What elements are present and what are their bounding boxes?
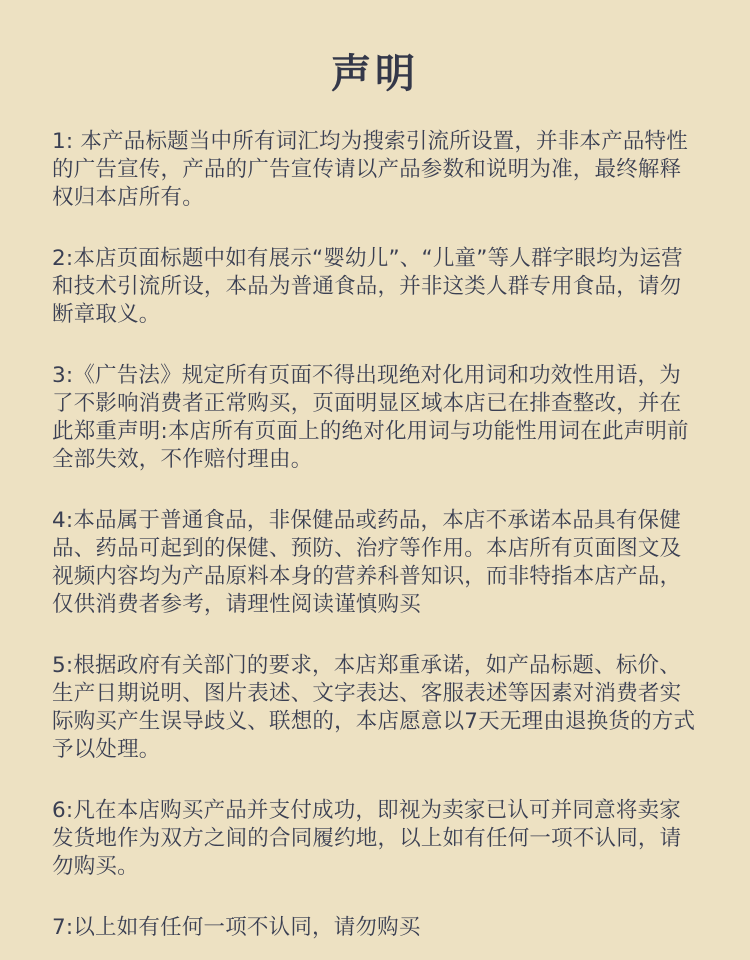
- page-title: 声明: [331, 51, 419, 97]
- clause-2: 2:本店页面标题中如有展示“婴幼儿”、“儿童”等人群字眼均为运营和技术引流所设，本品为普通食品，并非这类人群专用食品，请勿断章取义。: [52, 246, 683, 327]
- clause-1: 1: 本产品标题当中所有词汇均为搜索引流所设置，并非本产品特性的广告宣传，产品的广告宣传请以产品参数和说明为准，最终解释权归本店所有。: [52, 129, 688, 210]
- clause-4: 4:本品属于普通食品，非保健品或药品，本店不承诺本品具有保健品、药品可起到的保健、预防、治疗等作用。本店所有页面图文及视频内容均为产品原料本身的营养科普知识，而非特指本店产品，仅供消费者参考，请理性阅读谨慎购买: [52, 508, 682, 617]
- clause-6: 6:凡在本店购买产品并支付成功，即视为卖家已认可并同意将卖家发货地作为双方之间的合同履约地，以上如有任何一项不认同，请勿购买。: [52, 798, 682, 879]
- clause-5: 5:根据政府有关部门的要求，本店郑重承诺，如产品标题、标价、生产日期说明、图片表述、文字表达、客服表述等因素对消费者实际购买产生误导歧义、联想的，本店愿意以7天无理由退换货的方式予以处理。: [52, 653, 696, 762]
- clause-3: 3:《广告法》规定所有页面不得出现绝对化用词和功效性用语，为了不影响消费者正常购买，页面明显区域本店已在排查整改，并在此郑重声明:本店所有页面上的绝对化用词与功能性用词在此声明前全部失效，不作赔付理由。: [52, 363, 689, 472]
- clause-list: [52, 128, 698, 942]
- clause-7: 7:以上如有任何一项不认同，请勿购买: [52, 915, 421, 940]
